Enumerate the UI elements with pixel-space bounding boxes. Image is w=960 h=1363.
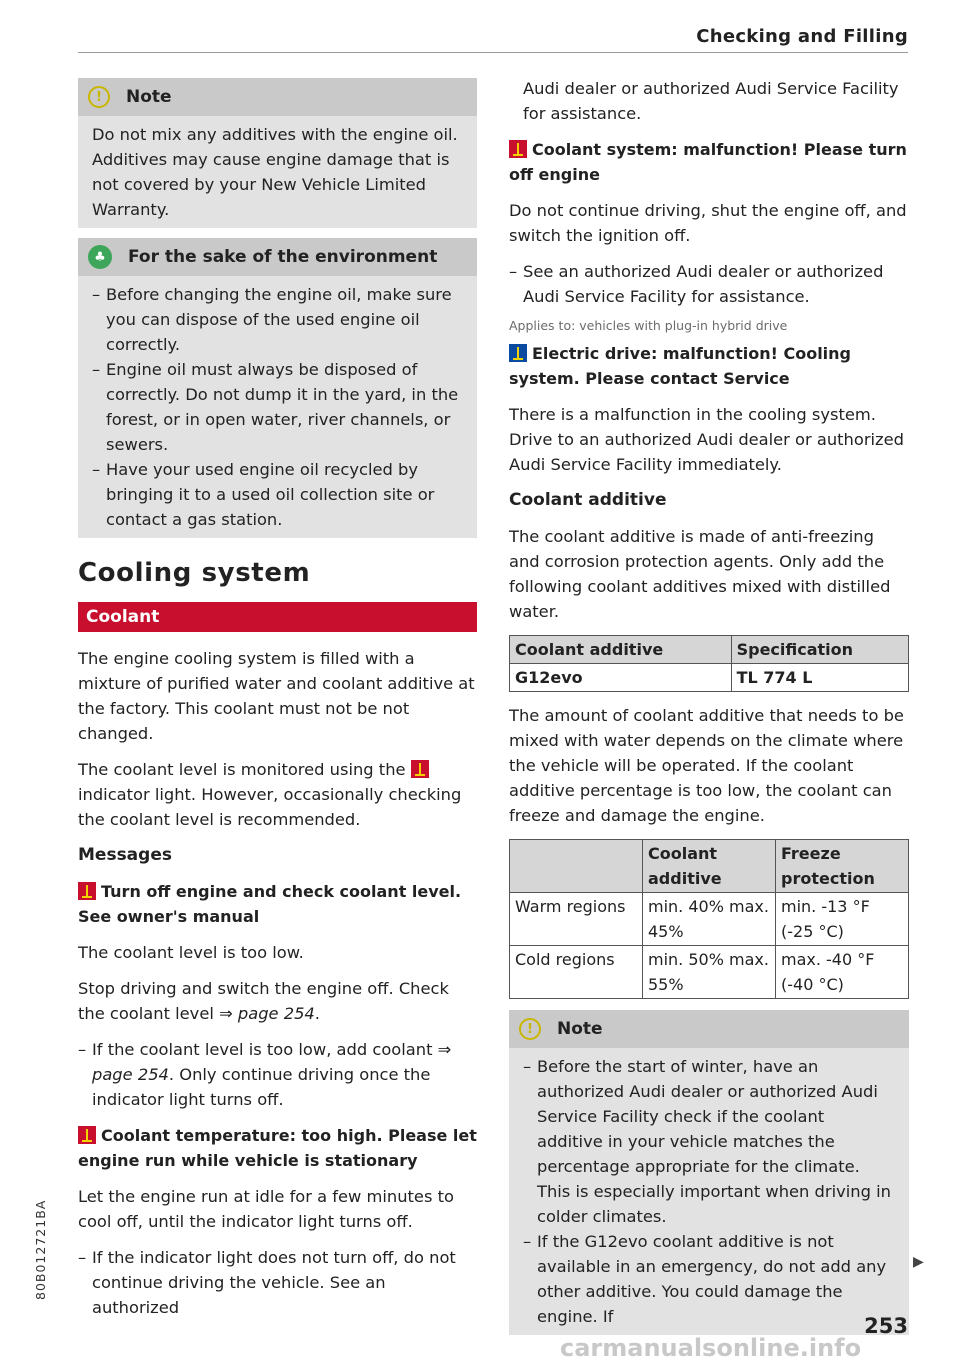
table-row: Cold regions min. 50% max. 55% max. -40 °F (-40 °C) (510, 946, 909, 999)
table-header (510, 840, 643, 893)
watermark: carmanualsonline.info (560, 1334, 862, 1362)
list-item: – If the indicator light does not turn off, do not continue driving the vehicle. See an authorized (78, 1248, 456, 1317)
section-title: Cooling system (78, 558, 311, 588)
specification-table (509, 635, 909, 692)
coolant-warning-icon (78, 1126, 96, 1144)
table-row: Warm regions min. 40% max. 45% min. -13 °F (-25 °C) (510, 893, 909, 946)
additive-heading: Coolant additive (509, 490, 667, 510)
note-header (78, 78, 477, 116)
table-header: Specification (731, 636, 908, 664)
note-text: Do not mix any additives with the engine oil. Additives may cause engine damage that is not covered by your New Vehicle Limited Warranty. (92, 125, 458, 219)
list-item: – If the G12evo coolant additive is not available in an emergency, do not add any other additive. You could damage the engine. If (523, 1232, 887, 1326)
applies-note: Applies to: vehicles with plug-in hybrid drive (509, 318, 788, 333)
message-text: There is a malfunction in the cooling system. Drive to an authorized Audi dealer or authorized Audi Service Facility immediately. (509, 405, 904, 474)
left-column (78, 78, 477, 1320)
caution-icon: ! (519, 1018, 541, 1040)
header-divider (78, 52, 908, 53)
caution-icon: ! (88, 86, 110, 108)
message-title: Electric drive: malfunction! Cooling system. Please contact Service (509, 344, 852, 388)
message-text: The coolant level is too low. (78, 943, 304, 962)
list-item: – Engine oil must always be disposed of correctly. Do not dump it in the yard, in the forest, or in open water, river channels, or sewers. (92, 360, 459, 454)
intro-text: The engine cooling system is filled with a mixture of purified water and coolant additive at the factory. This coolant must not be not changed. (78, 649, 475, 743)
continued-text: Audi dealer or authorized Audi Service Facility for assistance. (523, 79, 899, 123)
message-title: Turn off engine and check coolant level. See owner's manual (78, 882, 462, 926)
note-header (509, 1010, 909, 1048)
continue-arrow-icon: ▶ (913, 1254, 924, 1270)
additive-text: The coolant additive is made of anti-freezing and corrosion protection agents. Only add the following coolant additives mixed with distilled water. (509, 527, 891, 621)
list-item: – See an authorized Audi dealer or authorized Audi Service Facility for assistance. (509, 262, 884, 306)
coolant-warning-icon (509, 140, 527, 158)
coolant-warning-icon (78, 882, 96, 900)
messages-heading: Messages (78, 845, 172, 865)
monitor-text: The coolant level is monitored using the indicator light. However, occasionally checking the coolant level is recommended. (78, 760, 462, 829)
message-title: Coolant temperature: too high. Please let engine run while vehicle is stationary (78, 1126, 477, 1170)
environment-header (78, 238, 477, 276)
electric-drive-cooling-icon (509, 344, 527, 362)
climate-table (509, 839, 909, 999)
list-item: – Before the start of winter, have an authorized Audi dealer or authorized Audi Service Facility check if the coolant additive in your vehicle matches the percentage appropriate for the climate. This is especially important when driving in colder climates. (523, 1057, 891, 1226)
table-header: Coolant additive (643, 840, 776, 893)
environment-icon: ♣ (88, 245, 112, 269)
right-column (509, 76, 909, 1345)
table-header: Coolant additive (510, 636, 732, 664)
note-title: Note (557, 1019, 603, 1039)
running-header: Checking and Filling (696, 26, 908, 47)
message-text: Let the engine run at idle for a few minutes to cool off, until the indicator light turns off. (78, 1187, 454, 1231)
list-item: – If the coolant level is too low, add coolant ⇒ page 254. Only continue driving once the indicator light turns off. (78, 1040, 452, 1109)
environment-box (78, 238, 477, 538)
note-box (78, 78, 477, 228)
note-title: Note (126, 87, 172, 107)
table-header: Freeze protection (776, 840, 909, 893)
table-cell: G12evo (510, 664, 732, 692)
message-text: Stop driving and switch the engine off. Check the coolant level ⇒ page 254. (78, 979, 449, 1023)
page-number: 253 (864, 1314, 908, 1338)
message-title: Coolant system: malfunction! Please turn off engine (509, 140, 907, 184)
amount-text: The amount of coolant additive that needs to be mixed with water depends on the climate where the vehicle will be operated. If the coolant additive percentage is too low, the coolant can freeze and damage the engine. (509, 706, 904, 825)
message-text: Do not continue driving, shut the engine off, and switch the ignition off. (509, 201, 907, 245)
environment-title: For the sake of the environment (128, 247, 438, 267)
list-item: – Have your used engine oil recycled by bringing it to a used oil collection site or contact a gas station. (92, 460, 435, 529)
note-box (509, 1010, 909, 1335)
coolant-heading-bar: Coolant (78, 602, 477, 632)
coolant-warning-icon (411, 760, 429, 778)
list-item: – Before changing the engine oil, make sure you can dispose of the used engine oil correctly. (92, 285, 452, 354)
document-code: 80B012721BA (33, 1199, 48, 1300)
table-cell: TL 774 L (731, 664, 908, 692)
page-reference-link[interactable]: ⇒ page 254 (92, 1040, 452, 1084)
page-reference-link[interactable]: ⇒ page 254 (219, 1004, 315, 1023)
